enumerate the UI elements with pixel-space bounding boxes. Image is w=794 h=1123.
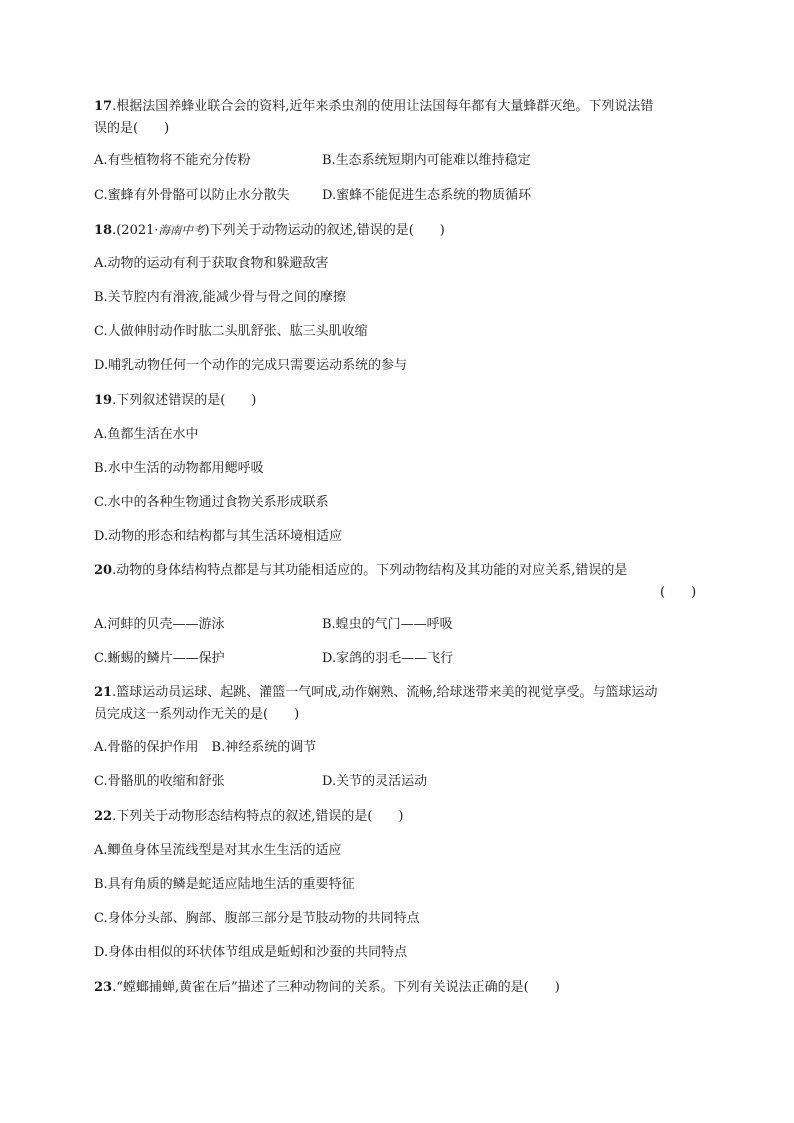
question-19-option-d: D.动物的形态和结构都与其生活环境相适应 (94, 529, 343, 544)
question-18-option-b: B.关节腔内有滑液,能减少骨与骨之间的摩擦 (94, 290, 346, 305)
question-22-option-c: C.身体分头部、胸部、腹部三部分是节肢动物的共同特点 (94, 911, 420, 926)
question-22-stem: 22.下列关于动物形态结构特点的叙述,错误的是( ) (94, 809, 404, 824)
question-19-option-b: B.水中生活的动物都用鳃呼吸 (94, 461, 264, 476)
question-number: 20 (94, 563, 113, 578)
question-20-option-a: A.河蚌的贝壳——游泳 (94, 617, 225, 632)
question-number: 17 (94, 99, 113, 114)
question-17-option-c: C.蜜蜂有外骨骼可以防止水分散失 (94, 188, 290, 203)
question-17-stem-line1: 17.根据法国养蜂业联合会的资料,近年来杀虫剂的使用让法国每年都有大量蜂群灭绝。下列说法错 (94, 99, 654, 114)
question-21-stem-line2: 员完成这一系列动作无关的是( ) (94, 707, 300, 722)
question-20-option-d: D.家鸽的羽毛——飞行 (322, 651, 454, 666)
question-number: 21 (94, 685, 113, 700)
question-21-option-d: D.关节的灵活运动 (322, 774, 428, 789)
question-20-stem: 20.动物的身体结构特点都是与其功能相适应的。下列动物结构及其功能的对应关系,错误的是 (94, 563, 628, 578)
question-22-option-b: B.具有角质的鳞是蛇适应陆地生活的重要特征 (94, 877, 355, 892)
question-number: 23 (94, 980, 113, 995)
question-22-option-d: D.身体由相似的环状体节组成是蚯蚓和沙蚕的共同特点 (94, 945, 408, 960)
question-17-stem-line2: 误的是( ) (94, 121, 170, 136)
question-17-option-a: A.有些植物将不能充分传粉 (94, 153, 251, 168)
exam-source: 海南中考 (158, 223, 205, 237)
question-19-option-c: C.水中的各种生物通过食物关系形成联系 (94, 495, 329, 510)
question-17-option-d: D.蜜蜂不能促进生态系统的物质循环 (322, 188, 532, 203)
question-21-option-c: C.骨骼肌的收缩和舒张 (94, 774, 225, 789)
question-18-option-a: A.动物的运动有利于获取食物和躲避敌害 (94, 256, 329, 271)
question-21-options-ab: A.骨骼的保护作用 B.神经系统的调节 (94, 740, 317, 755)
question-19-stem: 19.下列叙述错误的是( ) (94, 393, 257, 408)
answer-parentheses: ( ) (660, 585, 697, 600)
question-number: 22 (94, 809, 113, 824)
question-18-stem: 18.(2021·海南中考)下列关于动物运动的叙述,错误的是( ) (94, 223, 445, 238)
question-19-option-a: A.鱼都生活在水中 (94, 427, 199, 442)
question-23-stem: 23.“螳螂捕蝉,黄雀在后”描述了三种动物间的关系。下列有关说法正确的是( ) (94, 980, 560, 995)
question-20-option-c: C.蜥蜴的鳞片——保护 (94, 651, 225, 666)
question-17-option-b: B.生态系统短期内可能难以维持稳定 (322, 153, 531, 168)
question-22-option-a: A.鲫鱼身体呈流线型是对其水生生活的适应 (94, 843, 342, 858)
question-number: 18 (94, 223, 113, 238)
question-21-stem-line1: 21.篮球运动员运球、起跳、灌篮一气呵成,动作娴熟、流畅,给球迷带来美的视觉享受。与篮球运动 (94, 685, 658, 700)
question-18-option-d: D.哺乳动物任何一个动作的完成只需要运动系统的参与 (94, 358, 408, 373)
question-18-option-c: C.人做伸肘动作时肱二头肌舒张、肱三头肌收缩 (94, 324, 368, 339)
question-number: 19 (94, 393, 113, 408)
question-20-option-b: B.蝗虫的气门——呼吸 (322, 617, 453, 632)
